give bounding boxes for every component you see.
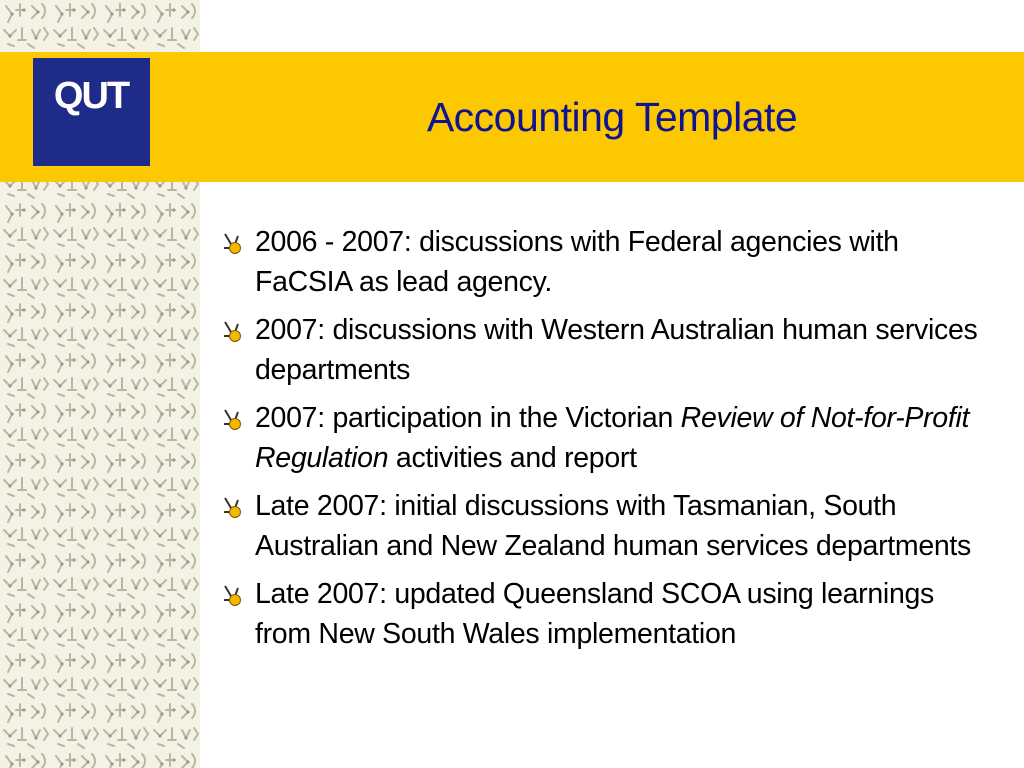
slide-title: Accounting Template [426, 94, 798, 140]
logo-text: QUT [53, 75, 129, 117]
bullet-icon [222, 232, 246, 256]
bullet-list [222, 222, 982, 662]
bullet-item [222, 398, 982, 478]
bullet-text: 2007: discussions with Western Australian human services departments [255, 314, 978, 386]
bullet-text: 2007: participation in the Victorian [255, 402, 681, 434]
bullet-item [222, 574, 982, 654]
qut-logo [33, 58, 150, 166]
bullet-icon [222, 408, 246, 432]
bullet-text: 2006 - 2007: discussions with Federal agencies with FaCSIA as lead agency. [255, 226, 899, 298]
logo-icon [35, 60, 148, 164]
bullet-text: activities and report [388, 442, 637, 474]
bullet-text: Late 2007: updated Queensland SCOA using learnings from New South Wales implementation [255, 578, 935, 650]
bullet-item [222, 310, 982, 390]
bullet-text-italic: Review of Not-for-Profit Regulation [255, 402, 970, 474]
bullet-icon [222, 320, 246, 344]
bullet-icon [222, 496, 246, 520]
bullet-icon [222, 584, 246, 608]
bullet-text: Late 2007: initial discussions with Tasmanian, South Australian and New Zealand human services departments [255, 490, 971, 562]
bullet-item [222, 486, 982, 566]
bullet-item [222, 222, 982, 302]
